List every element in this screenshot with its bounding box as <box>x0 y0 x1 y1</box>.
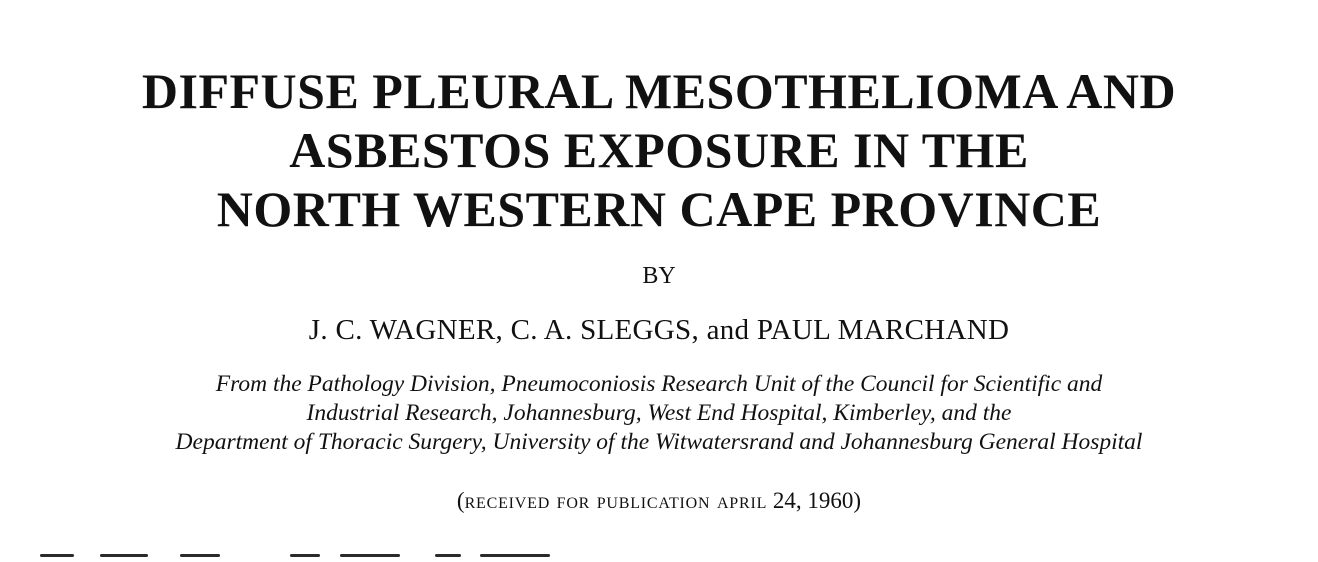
cropped-text-fragment <box>40 548 600 562</box>
affiliation-line-1: From the Pathology Division, Pneumoconiosis Research Unit of the Council for Scientific and <box>215 371 1103 397</box>
affiliation-line-2: Industrial Research, Johannesburg, West End Hospital, Kimberley, and the <box>306 400 1012 426</box>
title-line-1: DIFFUSE PLEURAL MESOTHELIOMA AND <box>141 63 1177 119</box>
byline-label: BY <box>642 263 676 289</box>
affiliation-line-3: Department of Thoracic Surgery, University of the Witwatersrand and Johannesburg General Hospital <box>175 429 1143 455</box>
title-line-3: NORTH WESTERN CAPE PROVINCE <box>216 181 1102 237</box>
received-date-line: (received for publication april 24, 1960) <box>456 488 862 513</box>
article-title <box>0 62 1318 239</box>
title-line-2: ASBESTOS EXPOSURE IN THE <box>289 122 1029 178</box>
affiliation-block <box>0 370 1318 457</box>
received-label: received for publication april <box>464 488 768 513</box>
received-date: 24, 1960 <box>772 488 854 513</box>
author-list: J. C. WAGNER, C. A. SLEGGS, and PAUL MARCHAND <box>308 314 1010 346</box>
